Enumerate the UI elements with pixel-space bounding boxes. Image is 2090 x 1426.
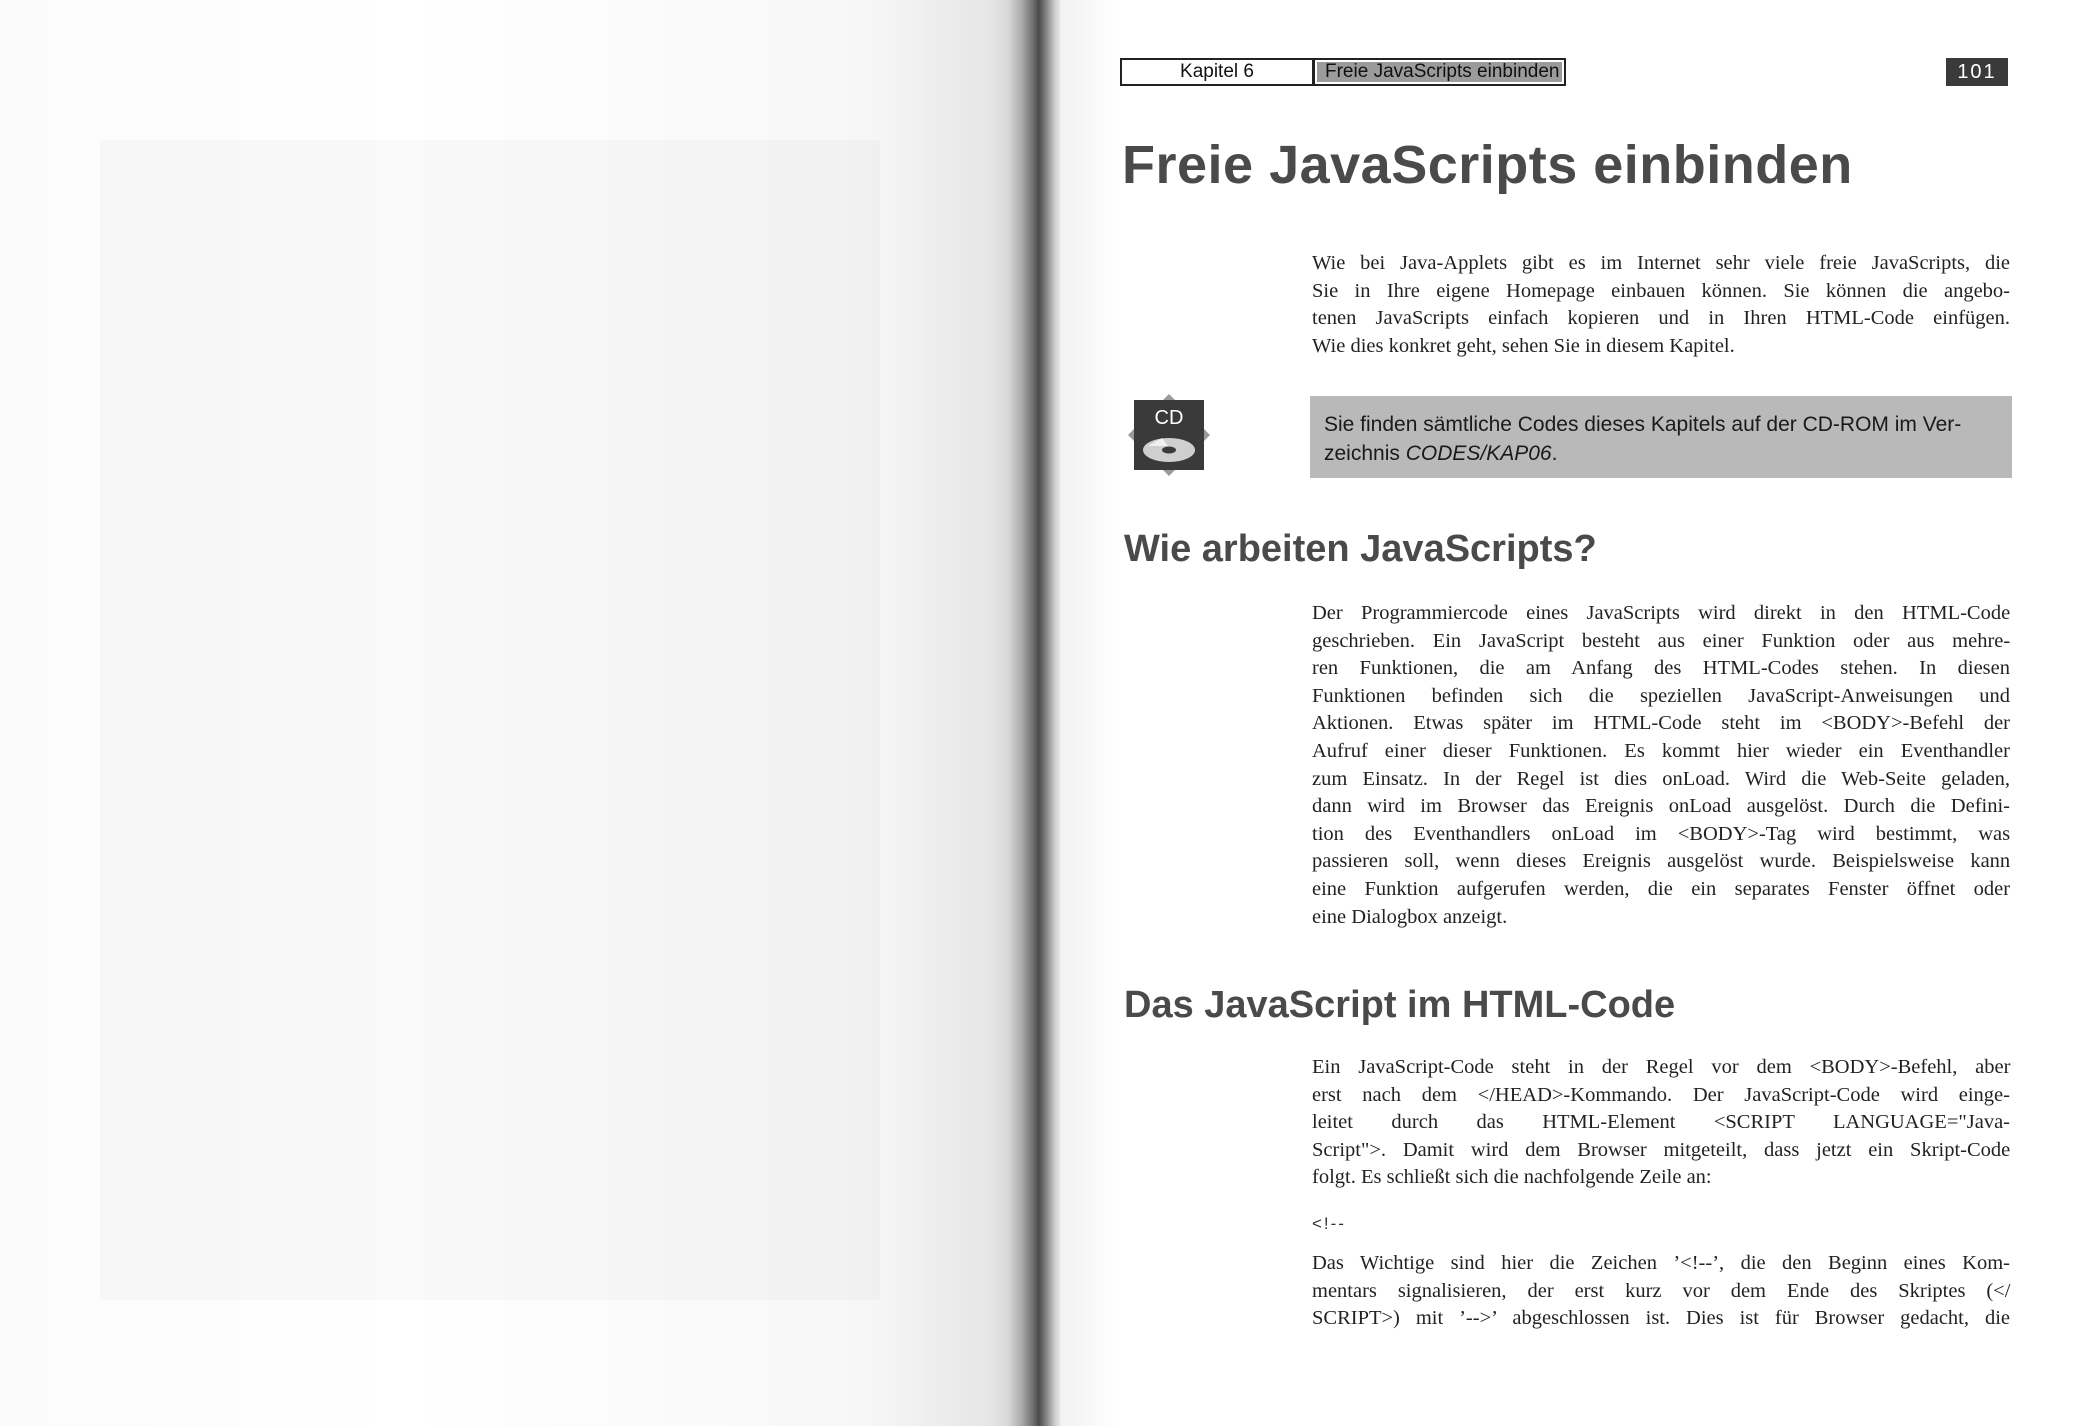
body-line: folgt. Es schließt sich die nachfolgende Zeile an: xyxy=(1312,1166,1712,1189)
body-line: geschrieben. Ein JavaScript besteht aus einer Funktion oder aus mehre- xyxy=(1312,629,2011,652)
body-line: Das Wichtige sind hier die Zeichen ’<!--’, die den Beginn eines Kom- xyxy=(1312,1252,2010,1274)
cd-info-box xyxy=(1310,396,2012,478)
cd-info-line: Sie finden sämtliche Codes dieses Kapitels auf der CD-ROM im Ver- xyxy=(1324,413,1962,436)
body-line: eine Dialogbox anzeigt. xyxy=(1312,905,1508,928)
left-page xyxy=(0,0,1020,1426)
body-line: leitet durch das HTML-Element <SCRIPT LANGUAGE="Java- xyxy=(1312,1111,2010,1134)
body-line: Der Programmiercode eines JavaScripts wird direkt in den HTML-Code xyxy=(1312,602,2011,624)
cd-folder-path: CODES/KAP06 xyxy=(1405,442,1552,465)
section2-paragraph xyxy=(1312,1054,2010,1192)
body-line: eine Funktion aufgerufen werden, die ein separates Fenster öffnet oder xyxy=(1312,877,2011,900)
header-chapter: Kapitel 6 xyxy=(1122,60,1315,84)
section-heading-javascript-im-html: Das JavaScript im HTML-Code xyxy=(1124,984,1676,1026)
intro-line: Wie dies konkret geht, sehen Sie in diesem Kapitel. xyxy=(1312,334,1735,357)
cd-rom-icon xyxy=(1128,394,1210,476)
book-gutter xyxy=(1008,0,1064,1426)
body-line: Aktionen. Etwas später im HTML-Code steht im <BODY>-Befehl der xyxy=(1312,712,2010,735)
cd-icon-label: CD xyxy=(1154,407,1184,429)
header-section-title: Freie JavaScripts einbinden xyxy=(1317,62,1562,82)
intro-line: Sie in Ihre eigene Homepage einbauen können. Sie können die angebo- xyxy=(1312,279,2010,302)
section-heading-wie-arbeiten: Wie arbeiten JavaScripts? xyxy=(1124,528,1597,570)
body-line: Funktionen befinden sich die speziellen JavaScript-Anweisungen und xyxy=(1312,684,2010,707)
body-line: passieren soll, wenn dieses Ereignis ausgelöst wurde. Beispielsweise kann xyxy=(1312,850,2011,873)
body-line: dann wird im Browser das Ereignis onLoad ausgelöst. Durch die Defini- xyxy=(1312,795,2010,818)
bleed-through-shadow xyxy=(100,140,880,1300)
running-header xyxy=(1120,58,1566,86)
section1-paragraph xyxy=(1312,600,2010,931)
page-number: 101 xyxy=(1946,58,2008,86)
body-line: zum Einsatz. In der Regel ist dies onLoad. Wird die Web-Seite geladen, xyxy=(1312,767,2010,790)
cd-info-line: zeichnis CODES/KAP06. xyxy=(1324,442,1558,465)
body-line: Script">. Damit wird dem Browser mitgeteilt, dass jetzt ein Skript-Code xyxy=(1312,1138,2011,1161)
code-comment-open: <!-- xyxy=(1312,1214,1346,1233)
body-line: SCRIPT>) mit ’-->’ abgeschlossen ist. Dies ist für Browser gedacht, die xyxy=(1312,1307,2010,1330)
intro-paragraph xyxy=(1312,250,2010,360)
body-line: mentars signalisieren, der erst kurz vor dem Ende des Skriptes (</ xyxy=(1312,1279,2011,1302)
intro-line: tenen JavaScripts einfach kopieren und in Ihren HTML-Code einfügen. xyxy=(1312,307,2010,330)
body-line: erst nach dem </HEAD>-Kommando. Der JavaScript-Code wird einge- xyxy=(1312,1083,2010,1106)
intro-line: Wie bei Java-Applets gibt es im Internet sehr viele freie JavaScripts, die xyxy=(1312,252,2010,274)
chapter-title: Freie JavaScripts einbinden xyxy=(1122,135,1853,195)
body-line: tion des Eventhandlers onLoad im <BODY>-Tag wird bestimmt, was xyxy=(1312,822,2011,845)
body-line: Aufruf einer dieser Funktionen. Es kommt hier wieder ein Eventhandler xyxy=(1312,739,2010,762)
body-line: Ein JavaScript-Code steht in der Regel vor dem <BODY>-Befehl, aber xyxy=(1312,1056,2011,1078)
section2-followup-paragraph xyxy=(1312,1250,2010,1333)
body-line: ren Funktionen, die am Anfang des HTML-Codes stehen. In diesen xyxy=(1312,657,2010,680)
